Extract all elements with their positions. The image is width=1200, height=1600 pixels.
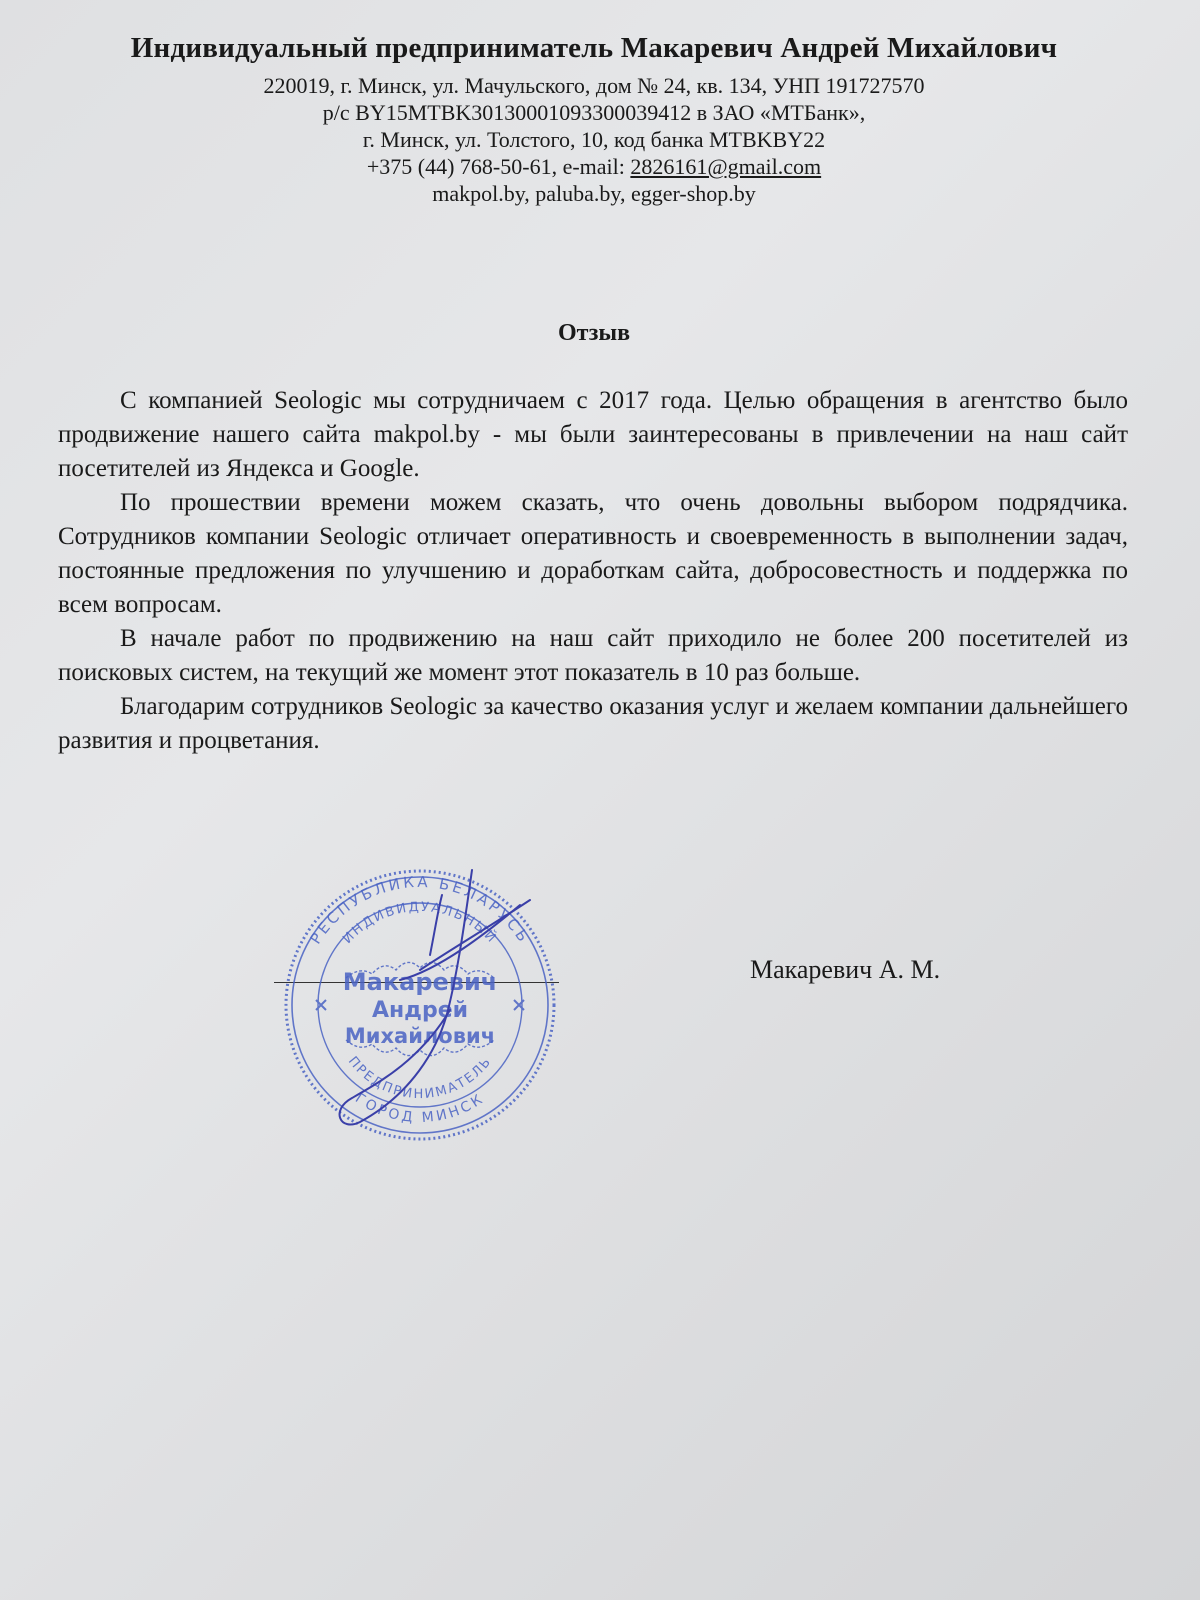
seal-center-line-3: Михайлович	[344, 1024, 496, 1048]
seal-inner-text: ИНДИВИДУАЛЬНЫЙ	[340, 899, 500, 947]
letterhead	[0, 30, 1188, 207]
paragraph: По прошествии времени можем сказать, что очень довольны выбором подрядчика. Сотрудников компании Seologic отличает оперативность и своевременность в выполнении задач, постоянные предложения по улучшению и доработкам сайта, добросовестность и поддержка по всем вопросам.	[58, 489, 1128, 618]
seal-bottom-outer-text: ГОРОД МИНСК	[352, 1090, 488, 1127]
email-link[interactable]: 2826161@gmail.com	[630, 154, 822, 179]
seal-center-line-2: Андрей	[371, 998, 469, 1023]
paragraph: Благодарим сотрудников Seologic за качество оказания услуг и желаем компании дальнейшего развития и процветания.	[58, 693, 1128, 754]
document-title: Отзыв	[557, 320, 631, 346]
review-body	[58, 384, 1128, 758]
paragraph: С компанией Seologic мы сотрудничаем с 2017 года. Целью обращения в агентство было продвижение нашего сайта makpol.by - мы были заинтересованы в привлечении на наш сайт посетителей из Яндекса и Google.	[58, 387, 1128, 482]
paragraph: В начале работ по продвижению на наш сайт приходило не более 200 посетителей из поисковых систем, на текущий же момент этот показатель в 10 раз больше.	[58, 625, 1128, 686]
websites: makpol.by, paluba.by, egger-shop.by	[432, 181, 756, 206]
stamp-and-signature	[260, 860, 580, 1150]
contact-line	[0, 153, 1188, 180]
company-address: 220019, г. Минск, ул. Мачульского, дом № 24, кв. 134, УНП 191727570	[263, 73, 925, 98]
seal-outer-text: РЕСПУБЛИКА БЕЛАРУСЬ	[306, 872, 534, 948]
phone: +375 (44) 768-50-61, e-mail:	[366, 154, 631, 179]
signer-name: Макаревич А. М.	[750, 955, 941, 984]
bank-details: г. Минск, ул. Толстого, 10, код банка MTBKBY22	[362, 127, 826, 152]
company-name: Индивидуальный предприниматель Макаревич Андрей Михайлович	[130, 32, 1058, 64]
bank-account: р/с BY15MTBK30130001093300039412 в ЗАО «МТБанк»,	[322, 100, 866, 125]
seal-bottom-inner-text: ПРЕДПРИНИМАТЕЛЬ	[344, 1053, 496, 1103]
seal-center-line-1: Макаревич	[342, 968, 498, 996]
